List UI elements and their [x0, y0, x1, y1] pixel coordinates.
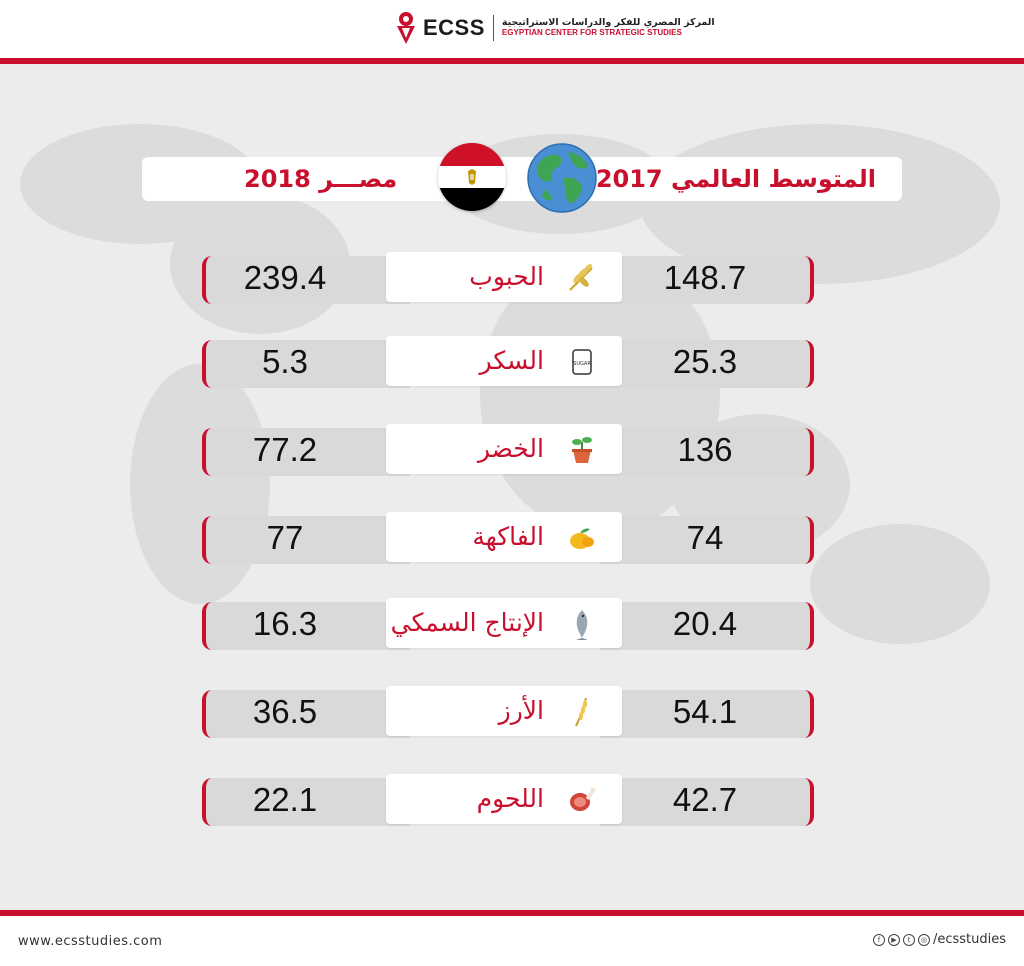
- egypt-value: 77.2: [252, 431, 318, 468]
- egypt-value: 36.5: [252, 693, 318, 730]
- egypt-value: 16.3: [252, 605, 318, 642]
- comparison-row: [0, 426, 1024, 482]
- ecss-logo[interactable]: [395, 8, 715, 48]
- egypt-value: 239.4: [243, 259, 327, 296]
- category-label-box: [386, 336, 622, 386]
- world-value: 54.1: [672, 693, 738, 730]
- comparison-row: [0, 688, 1024, 744]
- category-label: الخضر: [477, 434, 544, 463]
- world-value: 136: [677, 431, 733, 468]
- comparison-row: [0, 338, 1024, 394]
- category-label: الإنتاج السمكي: [390, 608, 544, 637]
- rice-stalk-icon: [566, 696, 598, 728]
- category-label: الحبوب: [469, 262, 544, 291]
- category-label-box: [386, 686, 622, 736]
- world-value: 148.7: [663, 259, 747, 296]
- world-value: 74: [686, 519, 724, 556]
- comparison-row: [0, 600, 1024, 656]
- category-label-box: [386, 252, 622, 302]
- comparison-row: [0, 254, 1024, 310]
- comparison-row: [0, 514, 1024, 570]
- social-links: [873, 932, 1006, 947]
- category-label: الفاكهة: [472, 522, 544, 551]
- egypt-label: مصـــر 2018: [244, 165, 398, 193]
- category-label-box: [386, 598, 622, 648]
- ecss-logo-icon: [395, 10, 417, 46]
- facebook-icon[interactable]: f: [873, 934, 885, 946]
- egypt-value: 77: [266, 519, 304, 556]
- egypt-value: 5.3: [262, 343, 308, 380]
- logo-english-name: EGYPTIAN CENTER FOR STRATEGIC STUDIES: [501, 27, 682, 37]
- twitter-icon[interactable]: t: [903, 934, 915, 946]
- world-value: 25.3: [672, 343, 738, 380]
- logo-abbreviation: ECSS: [423, 15, 485, 40]
- category-label: اللحوم: [476, 784, 544, 813]
- category-label: السكر: [479, 346, 544, 375]
- logo-text-block: [502, 18, 715, 37]
- social-handle[interactable]: /ecsstudies: [932, 932, 1006, 947]
- logo-arabic-name: المركز المصري للفكر والدراسات الاستراتيجية: [501, 17, 715, 29]
- comparison-row: [0, 776, 1024, 832]
- category-label-box: [386, 774, 622, 824]
- sugar-bag-icon: [566, 346, 598, 378]
- youtube-icon[interactable]: ▶: [888, 934, 900, 946]
- plant-pot-icon: [566, 434, 598, 466]
- world-value: 42.7: [672, 781, 738, 818]
- website-link[interactable]: www.ecsstudies.com: [18, 934, 163, 949]
- svg-text:SUGAR: SUGAR: [573, 361, 591, 367]
- world-average-label: المتوسط العالمي 2017: [595, 165, 876, 193]
- meat-icon: [566, 784, 598, 816]
- instagram-icon[interactable]: ◎: [918, 934, 930, 946]
- category-label-box: [386, 424, 622, 474]
- egypt-flag-icon: [438, 143, 506, 211]
- fish-icon: [566, 608, 598, 640]
- egypt-value: 22.1: [252, 781, 318, 818]
- wheat-icon: [566, 262, 598, 294]
- category-label: الأرز: [498, 696, 544, 725]
- mango-icon: [566, 522, 598, 554]
- category-label-box: [386, 512, 622, 562]
- world-value: 20.4: [672, 605, 738, 642]
- logo-divider: [493, 15, 494, 41]
- globe-icon: [526, 142, 598, 214]
